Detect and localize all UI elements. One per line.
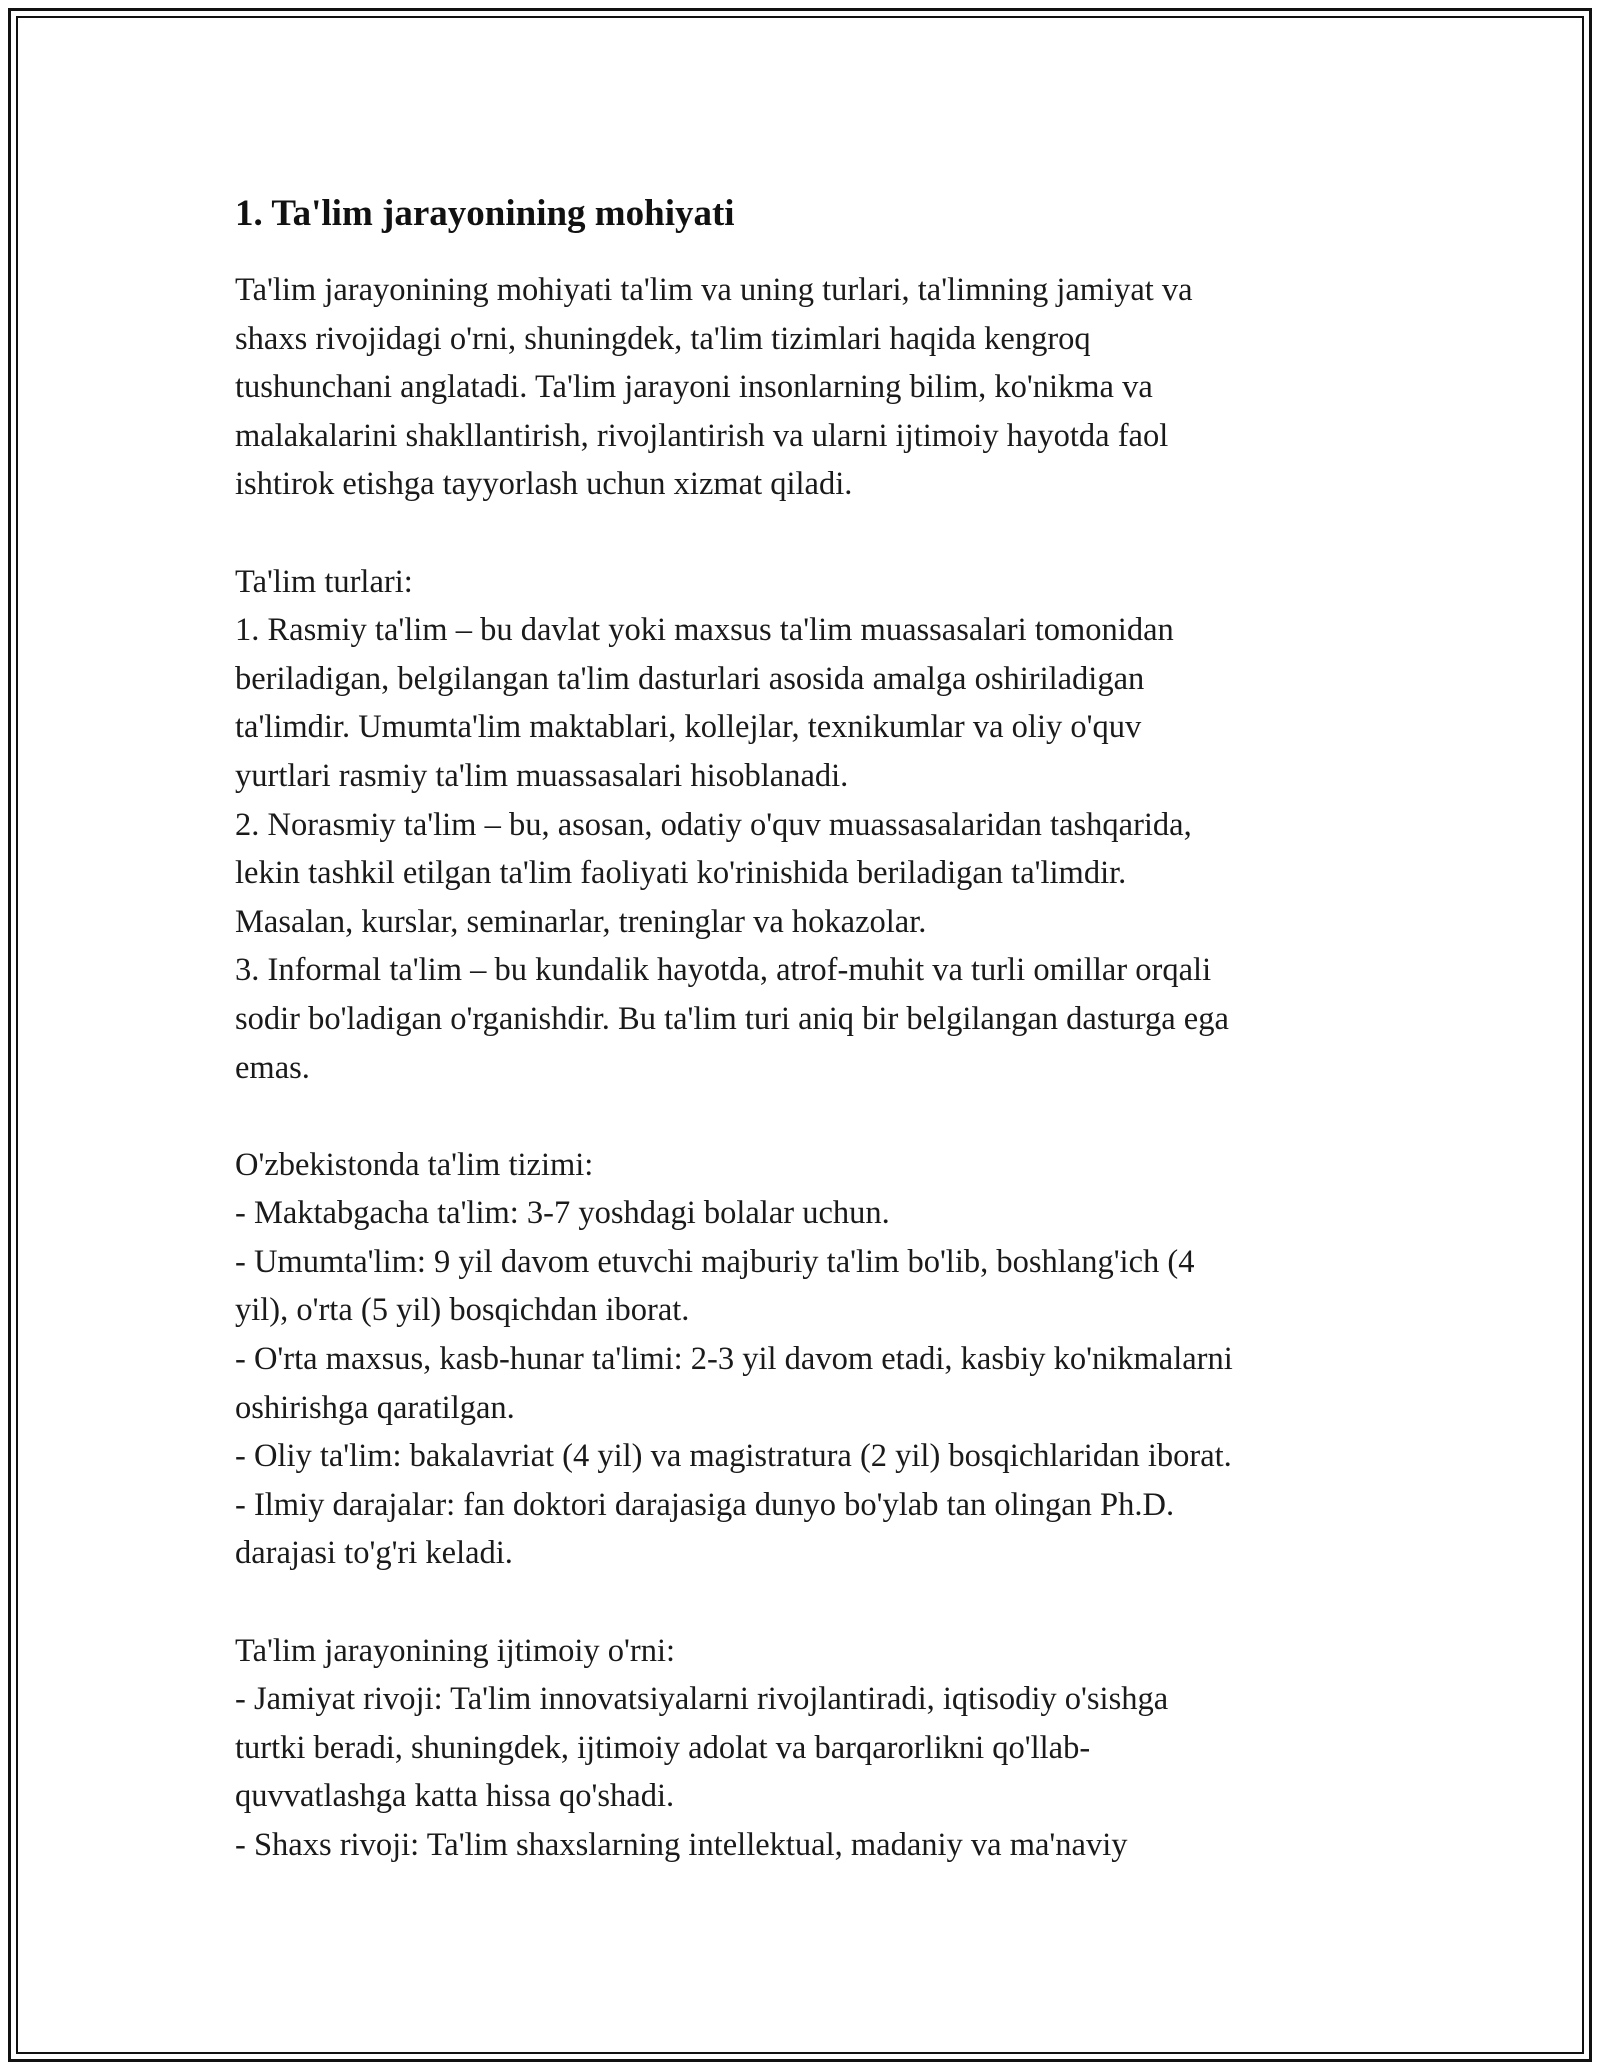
uzbekistan-system-section bbox=[235, 1141, 1385, 1578]
text-line: ta'limdir. Umumta'lim maktablari, kollejlar, texnikumlar va oliy o'quv bbox=[235, 709, 1142, 746]
text-line: sodir bo'ladigan o'rganishdir. Bu ta'lim turi aniq bir belgilangan dasturga ega bbox=[235, 1000, 1229, 1037]
text-line: 2. Norasmiy ta'lim – bu, asosan, odatiy o'quv muassasalaridan tashqarida, bbox=[235, 806, 1192, 843]
education-types-section bbox=[235, 558, 1385, 1093]
text-line: emas. bbox=[235, 1049, 310, 1086]
text-line: tushunchani anglatadi. Ta'lim jarayoni insonlarning bilim, ko'nikma va bbox=[235, 369, 1153, 406]
section-label: Ta'lim turlari: bbox=[235, 563, 413, 600]
text-line: - Oliy ta'lim: bakalavriat (4 yil) va magistratura (2 yil) bosqichlaridan iborat. bbox=[235, 1438, 1232, 1475]
section-label: Ta'lim jarayonining ijtimoiy o'rni: bbox=[235, 1632, 676, 1669]
text-line: yurtlari rasmiy ta'lim muassasalari hisoblanadi. bbox=[235, 757, 849, 794]
text-line: - Shaxs rivoji: Ta'lim shaxslarning intellektual, madaniy va ma'naviy bbox=[235, 1827, 1128, 1863]
text-line: - Maktabgacha ta'lim: 3-7 yoshdagi bolalar uchun. bbox=[235, 1195, 890, 1232]
text-line: oshirishga qaratilgan. bbox=[235, 1389, 515, 1426]
text-line: 3. Informal ta'lim – bu kundalik hayotda, atrof-muhit va turli omillar orqali bbox=[235, 952, 1212, 989]
text-line: 1. Rasmiy ta'lim – bu davlat yoki maxsus ta'lim muassasalari tomonidan bbox=[235, 612, 1174, 649]
paragraph-gap bbox=[235, 509, 1385, 558]
paragraph-gap bbox=[235, 1578, 1385, 1627]
section-heading: 1. Ta'lim jarayonining mohiyati bbox=[235, 193, 735, 234]
text-line: - Ilmiy darajalar: fan doktori darajasiga dunyo bo'ylab tan olingan Ph.D. bbox=[235, 1486, 1175, 1523]
text-line: - Jamiyat rivoji: Ta'lim innovatsiyalarni rivojlantiradi, iqtisodiy o'sishga bbox=[235, 1681, 1169, 1718]
text-line: yil), o'rta (5 yil) bosqichdan iborat. bbox=[235, 1292, 690, 1329]
paragraph-gap bbox=[235, 1092, 1385, 1141]
text-line: - Umumta'lim: 9 yil davom etuvchi majburiy ta'lim bo'lib, boshlang'ich (4 bbox=[235, 1243, 1195, 1280]
document-body bbox=[235, 188, 1385, 1870]
text-line: shaxs rivojidagi o'rni, shuningdek, ta'lim tizimlari haqida kengroq bbox=[235, 320, 1091, 357]
text-line: turtki beradi, shuningdek, ijtimoiy adolat va barqarorlikni qo'llab- bbox=[235, 1729, 1091, 1766]
text-line: beriladigan, belgilangan ta'lim dasturlari asosida amalga oshiriladigan bbox=[235, 660, 1145, 697]
intro-paragraph bbox=[235, 266, 1385, 509]
text-line: Masalan, kurslar, seminarlar, treninglar va hokazolar. bbox=[235, 903, 927, 940]
text-line: quvvatlashga katta hissa qo'shadi. bbox=[235, 1778, 675, 1815]
text-line: malakalarini shakllantirish, rivojlantirish va ularni ijtimoiy hayotda faol bbox=[235, 417, 1169, 454]
text-line: - O'rta maxsus, kasb-hunar ta'limi: 2-3 yil davom etadi, kasbiy ko'nikmalarni bbox=[235, 1341, 1233, 1378]
text-line: darajasi to'g'ri keladi. bbox=[235, 1535, 513, 1572]
text-line: ishtirok etishga tayyorlash uchun xizmat qiladi. bbox=[235, 466, 853, 503]
section-label: O'zbekistonda ta'lim tizimi: bbox=[235, 1146, 594, 1183]
text-line: lekin tashkil etilgan ta'lim faoliyati ko'rinishida beriladigan ta'limdir. bbox=[235, 855, 1127, 892]
social-role-section bbox=[235, 1627, 1385, 1870]
text-line: Ta'lim jarayonining mohiyati ta'lim va uning turlari, ta'limning jamiyat va bbox=[235, 272, 1193, 308]
